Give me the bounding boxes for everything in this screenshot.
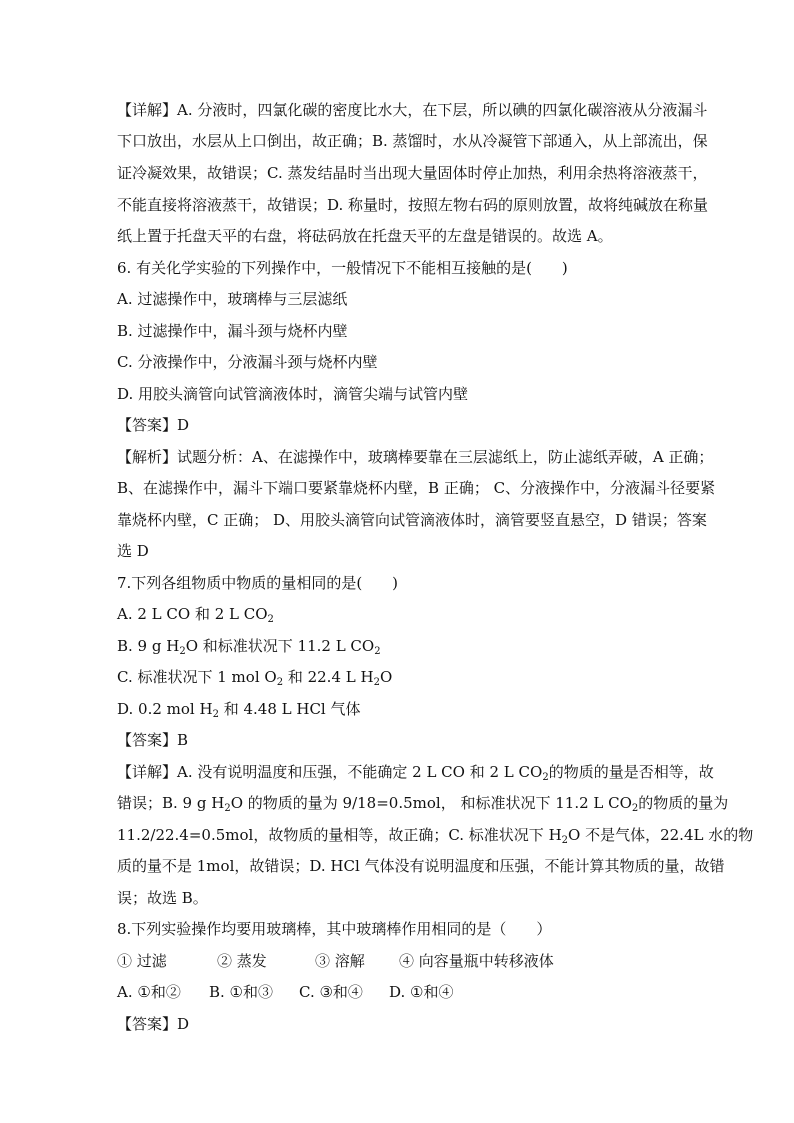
q8-options (117, 982, 453, 1002)
q8-answer: 【答案】D (117, 1015, 190, 1033)
q8-items (117, 951, 554, 971)
q8-item: ④ 向容量瓶中转移液体 (399, 952, 554, 970)
q6-analysis-line: 选 D (117, 542, 149, 560)
q5-explanation-line: 不能直接将溶液蒸干，故错误；D. 称量时，按照左物右码的原则放置，故将纯碱放在称量 (117, 196, 709, 214)
q6-stem: 6. 有关化学实验的下列操作中，一般情况下不能相互接触的是( ) (117, 259, 568, 277)
q8-option-a: A. ①和② (117, 983, 181, 1001)
q6-option-d: D. 用胶头滴管向试管滴液体时，滴管尖端与试管内壁 (117, 385, 469, 403)
q5-explanation-line: 下口放出，水层从上口倒出，故正确；B. 蒸馏时，水从冷凝管下部通入，从上部流出，保 (117, 132, 708, 150)
q8-option-c: C. ③和④ (299, 983, 363, 1001)
q5-explanation-line: 证冷凝效果，故错误；C. 蒸发结晶时当出现大量固体时停止加热，利用余热将溶液蒸干， (117, 164, 708, 182)
q6-option-b: B. 过滤操作中，漏斗颈与烧杯内壁 (117, 322, 348, 340)
q7-option-d: D. 0.2 mol $H_2$ 和 4.48 L HCl 气体 (117, 700, 361, 720)
q5-explanation-line: 【详解】A. 分液时，四氯化碳的密度比水大，在下层，所以碘的四氯化碳溶液从分液漏斗 (117, 101, 708, 119)
q7-option-a: A. 2 L CO 和 2 L $CO_2$ (117, 605, 274, 625)
q8-item: ① 过滤 (117, 952, 167, 970)
q8-item: ② 蒸发 (217, 952, 267, 970)
q6-answer: 【答案】D (117, 416, 190, 434)
q6-option-c: C. 分液操作中，分液漏斗颈与烧杯内壁 (117, 353, 378, 371)
q7-explanation-line: 误；故选 B。 (117, 889, 208, 907)
q8-stem: 8.下列实验操作均要用玻璃棒，其中玻璃棒作用相同的是（ ） (117, 920, 552, 938)
q6-analysis-line: 靠烧杯内壁，C 正确； D、用胶头滴管向试管滴液体时，滴管要竖直悬空，D 错误；答案 (117, 511, 707, 529)
q5-explanation-line: 纸上置于托盘天平的右盘，将砝码放在托盘天平的左盘是错误的。故选 A。 (117, 227, 613, 245)
q7-option-c: C. 标准状况下 1 mol $O_2$ 和 22.4 L $H_2O$ (117, 668, 393, 688)
q6-analysis-line: B、在滤操作中，漏斗下端口要紧靠烧杯内壁，B 正确； C、分液操作中，分液漏斗径要紧 (117, 479, 716, 497)
q7-answer: 【答案】B (117, 731, 189, 749)
q8-option-b: B. ①和③ (209, 983, 274, 1001)
q6-option-a: A. 过滤操作中，玻璃棒与三层滤纸 (117, 290, 348, 308)
q6-analysis-line: 【解析】试题分析：A、在滤操作中，玻璃棒要靠在三层滤纸上，防止滤纸弄破，A 正确； (117, 448, 714, 466)
q8-item: ③ 溶解 (315, 952, 365, 970)
q7-stem: 7.下列各组物质中物质的量相同的是( ) (117, 574, 399, 592)
q8-option-d: D. ①和④ (389, 983, 454, 1001)
q7-explanation-line: 错误；B. 9 g $H_2O$ 的物质的量为 9/18=0.5mol， 和标准状况下 11.2 L $CO_2$的物质的量为 (117, 794, 729, 814)
q7-explanation-line: 质的量不是 1mol，故错误；D. HCl 气体没有说明温度和压强，不能计算其物质的量，故错 (117, 857, 725, 875)
q7-explanation-line: 11.2/22.4=0.5mol，故物质的量相等，故正确；C. 标准状况下 $H_2O$ 不是气体，22.4L 水的物 (117, 826, 754, 846)
q7-explanation-line: 【详解】A. 没有说明温度和压强，不能确定 2 L CO 和 2 L $CO_2$的物质的量是否相等，故 (117, 763, 714, 783)
q7-option-b: B. 9 g $H_2O$ 和标准状况下 11.2 L $CO_2$ (117, 637, 381, 657)
